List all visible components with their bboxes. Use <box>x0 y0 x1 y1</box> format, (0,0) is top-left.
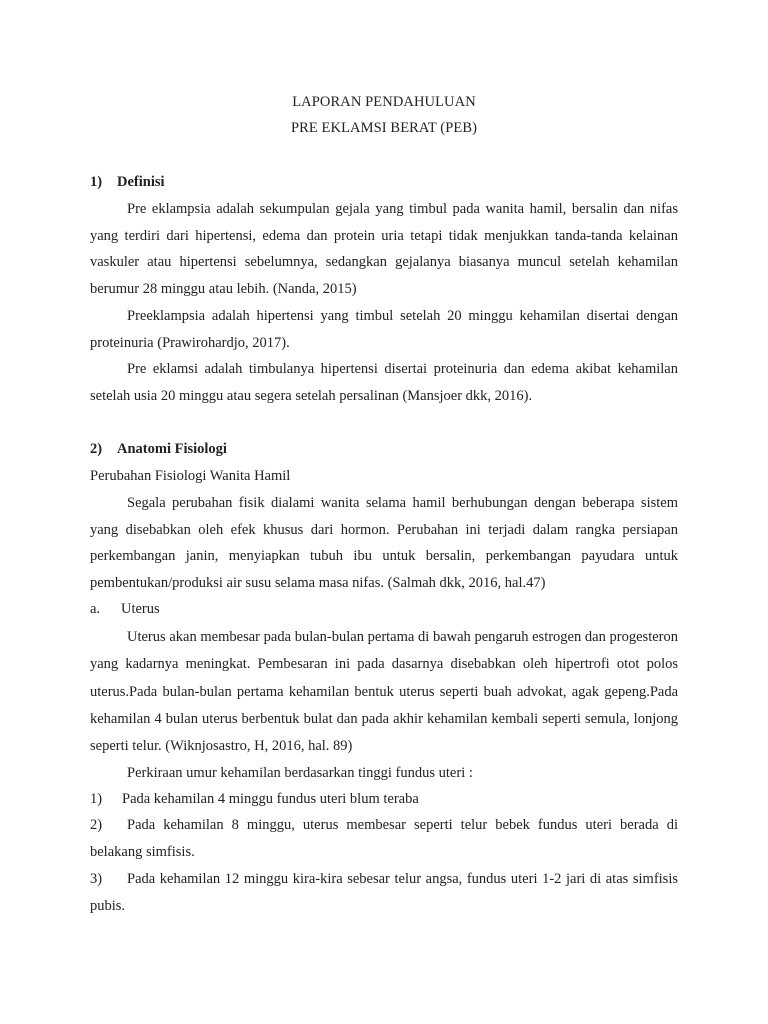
list-item-2 <box>90 812 678 865</box>
uterus-paragraph: Uterus akan membesar pada bulan-bulan pertama di bawah pengaruh estrogen dan progesteron yang kadarnya meningkat. Pembesaran ini pada dasarnya disebabkan oleh hipertrofi otot polos uterus.Pada bulan-bulan pertama kehamilan bentuk uterus seperti buah advokat, agak gepeng.Pada kehamilan 4 bulan uterus berbentuk bulat dan pada akhir kehamilan kembali seperti semula, lonjong seperti telur. (Wiknjosastro, H, 2016, hal. 89) <box>90 629 678 755</box>
definition-paragraph-1: Pre eklampsia adalah sekumpulan gejala yang timbul pada wanita hamil, bersalin dan nifas yang terdiri dari hipertensi, edema dan protein uria tetapi tidak menjukkan tanda-tanda kelainan vaskuler atau hipertensi sebelumnya, sedangkan gejalanya biasanya muncul setelah kehamilan berumur 28 minggu atau lebih. (Nanda, 2015) <box>90 201 678 297</box>
section-2-heading <box>90 441 227 458</box>
subsection-a-uterus <box>90 601 160 618</box>
list-item-1-text: Pada kehamilan 4 minggu fundus uteri blum teraba <box>122 791 419 807</box>
section-1-title: Definisi <box>117 174 165 190</box>
section-2-subtitle: Perubahan Fisiologi Wanita Hamil <box>90 468 291 484</box>
subsection-a-marker: a. <box>90 601 101 617</box>
section-2-number: 2) <box>90 441 103 457</box>
section-1-number: 1) <box>90 174 103 190</box>
section-1-heading <box>90 174 165 191</box>
physiology-paragraph: Segala perubahan fisik dialami wanita selama hamil berhubungan dengan beberapa sistem yang disebabkan oleh efek khusus dari hormon. Perubahan ini terjadi dalam rangka persiapan perkembangan janin, menyiapkan tubuh ibu untuk bersalin, perkembangan payudara untuk pembentukan/produksi air susu selama masa nifas. (Salmah dkk, 2016, hal.47) <box>90 495 678 591</box>
document-title-line-2: PRE EKLAMSI BERAT (PEB) <box>290 120 478 136</box>
list-item-3 <box>90 866 678 919</box>
list-item-2-marker: 2) <box>90 817 103 833</box>
estimate-intro: Perkiraan umur kehamilan berdasarkan tinggi fundus uteri : <box>127 765 473 781</box>
definition-paragraph-2: Preeklampsia adalah hipertensi yang timbul setelah 20 minggu kehamilan disertai dengan proteinuria (Prawirohardjo, 2017). <box>90 308 678 351</box>
list-item-3-marker: 3) <box>90 871 103 887</box>
document-title-line-1: LAPORAN PENDAHULUAN <box>292 94 476 110</box>
definition-paragraph-3: Pre eklamsi adalah timbulanya hipertensi disertai proteinuria dan edema akibat kehamilan setelah usia 20 minggu atau segera setelah persalinan (Mansjoer dkk, 2016). <box>90 361 678 404</box>
list-item-3-text: Pada kehamilan 12 minggu kira-kira sebesar telur angsa, fundus uteri 1-2 jari di atas simfisis pubis. <box>90 871 678 914</box>
list-item-2-text: Pada kehamilan 8 minggu, uterus membesar seperti telur bebek fundus uteri berada di belakang simfisis. <box>90 817 678 860</box>
subsection-a-label: Uterus <box>121 601 160 617</box>
section-2-title: Anatomi Fisiologi <box>117 441 227 457</box>
list-item-1-marker: 1) <box>90 791 103 807</box>
list-item-1 <box>90 786 678 813</box>
